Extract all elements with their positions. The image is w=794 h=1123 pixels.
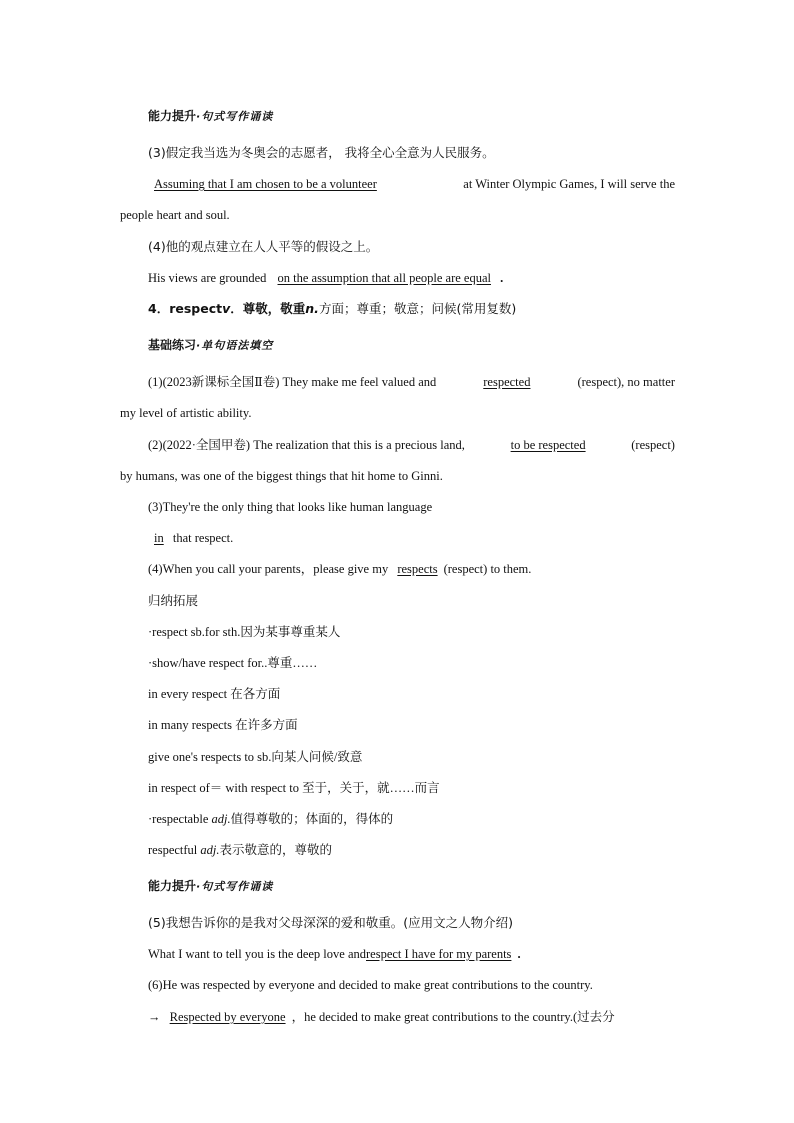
exercise-1-continuation: my level of artistic ability. (120, 406, 252, 420)
sentence-text: (respect) (631, 438, 675, 452)
summary-item: ·respect sb.for sth.因为某事尊重某人 (148, 625, 341, 639)
summary-item: ·show/have respect for..尊重…… (148, 656, 318, 670)
entry-number: 4． (148, 301, 170, 316)
summary-item (148, 842, 332, 858)
summary-title: 归纳拓展 (148, 593, 199, 608)
answer-blank: Assuming that I am chosen to be a volunteer (154, 177, 377, 191)
sentence-text: His views are grounded (148, 271, 267, 285)
sentence-text: (4)When you call your parents，please give my (148, 562, 389, 576)
section-heading-basic (148, 337, 273, 354)
heading-sub: ·单句语法填空 (196, 339, 274, 352)
exercise-2-line (148, 437, 675, 453)
answer-blank: respect I have for my parents (366, 947, 512, 961)
question-5-chinese: (5)我想告诉你的是我对父母深深的爱和敬重。(应用文之人物介绍) (148, 915, 513, 930)
summary-item: in many respects 在许多方面 (148, 718, 298, 732)
sentence-text: at Winter Olympic Games, I will serve the (463, 177, 675, 191)
heading-main: 基础练习 (148, 338, 197, 352)
exercise-3-line: (3)They're the only thing that looks like human language (148, 500, 433, 514)
entry-pos-noun: n. (305, 301, 319, 316)
question-5-answer-line (148, 946, 521, 962)
heading-main: 能力提升 (148, 879, 197, 893)
question-6-line: (6)He was respected by everyone and decided to make great contributions to the country. (148, 978, 593, 992)
question-3-continuation: people heart and soul. (120, 208, 230, 222)
answer-blank: Respected by everyone (169, 1010, 286, 1024)
exercise-2-continuation: by humans, was one of the biggest things that hit home to Ginni. (120, 469, 443, 483)
question-6-answer-line (148, 1009, 615, 1025)
heading-main: 能力提升 (148, 109, 197, 123)
entry-definition-noun: 方面；尊重；敬意；问候(常用复数) (318, 301, 517, 316)
summary-word: respectful (148, 843, 201, 857)
entry-pos-verb: v (222, 301, 231, 316)
summary-pos: adj. (200, 843, 220, 857)
heading-sub: ·句式写作诵读 (196, 110, 274, 123)
question-3-answer-line (148, 176, 675, 192)
exercise-4-line (148, 561, 531, 577)
sentence-text: (respect), no matter (577, 375, 675, 389)
vocab-entry-respect (148, 301, 516, 317)
sentence-text: ，he decided to make great contributions to the country.(过去分 (291, 1010, 615, 1024)
sentence-text: (respect) to them. (443, 562, 532, 576)
summary-item: give one's respects to sb.向某人问候/致意 (148, 750, 363, 764)
heading-sub: ·句式写作诵读 (196, 880, 274, 893)
section-heading-ability-2 (148, 878, 273, 895)
sentence-text: What I want to tell you is the deep love and (148, 947, 366, 961)
summary-pos: adj. (211, 812, 231, 826)
question-4-answer-line (148, 270, 503, 286)
answer-blank: to be respected (510, 438, 586, 452)
entry-word: respect (169, 301, 223, 316)
summary-definition: 表示敬意的，尊敬的 (219, 843, 333, 857)
exercise-3-answer-line (148, 530, 233, 546)
answer-blank: in (154, 531, 164, 545)
sentence-period: . (517, 947, 521, 961)
answer-blank: on the assumption that all people are equal (277, 271, 491, 285)
question-4-chinese: (4)他的观点建立在人人平等的假设之上。 (148, 239, 379, 254)
sentence-text: (1)(2023新课标全国Ⅱ卷) They make me feel valued and (148, 375, 437, 389)
sentence-period: . (500, 271, 504, 285)
summary-definition: 值得尊敬的；体面的，得体的 (230, 812, 394, 826)
sentence-text: (2)(2022·全国甲卷) The realization that this is a precious land, (148, 438, 465, 452)
entry-definition-verb: ．尊敬，敬重 (230, 301, 306, 316)
arrow-icon: → (148, 1010, 161, 1024)
summary-word: ·respectable (148, 812, 212, 826)
exercise-1-line (148, 374, 675, 390)
summary-item (148, 811, 393, 827)
summary-item: in respect of＝ with respect to 至于，关于，就……而言 (148, 781, 440, 795)
answer-blank: respected (483, 375, 531, 389)
summary-item: in every respect 在各方面 (148, 687, 281, 701)
section-heading-ability (148, 108, 273, 125)
answer-blank: respects (397, 562, 438, 576)
question-3-chinese: (3)假定我当选为冬奥会的志愿者， 我将全心全意为人民服务。 (148, 145, 495, 160)
sentence-text: that respect. (172, 531, 234, 545)
